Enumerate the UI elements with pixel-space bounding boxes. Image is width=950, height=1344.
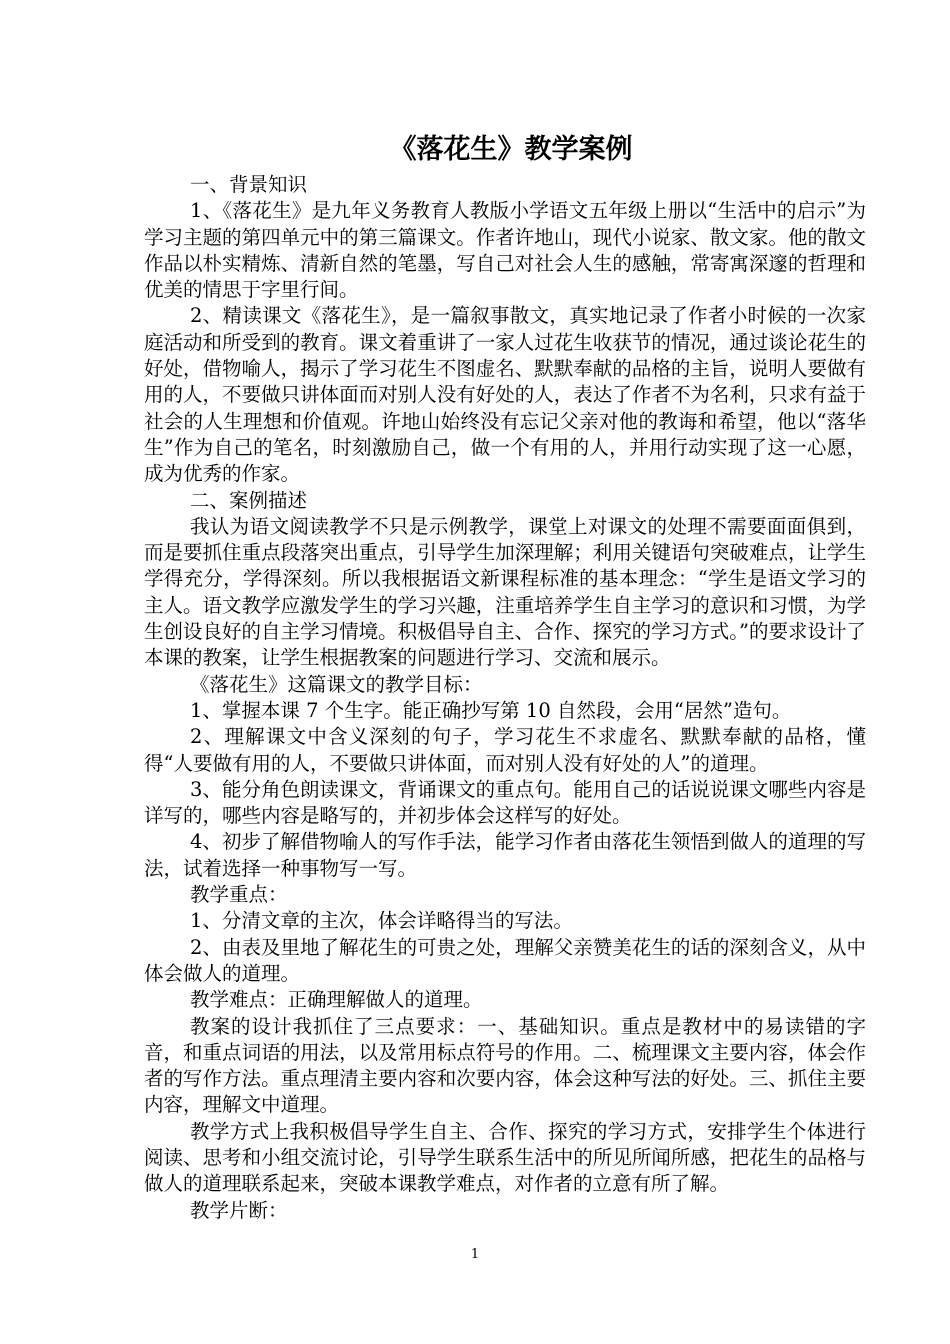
document-title: 《落花生》教学案例 xyxy=(389,134,633,165)
paragraph: 1、掌握本课 7 个生字。能正确抄写第 10 自然段，会用“居然”造句。 xyxy=(190,698,792,722)
paragraph: 教案的设计我抓住了三点要求：一、基础知识。重点是教材中的易读错的字音，和重点词语的用法，以及常用标点符号的作用。二、梳理课文主要内容，体会作者的写作方法。重点理清主要内容和次要内容，体会这种写法的好处。三、抓住主要内容，理解文中道理。 xyxy=(144,1014,866,1117)
paragraph: 1、分清文章的主次，体会详略得当的写法。 xyxy=(190,909,573,933)
paragraph: 教学难点：正确理解做人的道理。 xyxy=(190,988,483,1012)
paragraph: 4、初步了解借物喻人的写作手法，能学习作者由落花生领悟到做人的道理的写法，试着选择一种事物写一写。 xyxy=(144,830,866,880)
paragraph: 2、由表及里地了解花生的可贵之处，理解父亲赞美花生的话的深刻含义，从中体会做人的道理。 xyxy=(144,935,866,985)
paragraph: 教学片断： xyxy=(190,1198,288,1222)
paragraph: 3、能分角色朗读课文，背诵课文的重点句。能用自己的话说说课文哪些内容是详写的，哪些内容是略写的，并初步体会这样写的好处。 xyxy=(144,777,866,828)
document-body xyxy=(144,128,866,1224)
heading-background: 一、背景知识 xyxy=(190,173,308,196)
page-number: 1 xyxy=(470,1247,480,1262)
paragraph: 2、理解课文中含义深刻的句子，学习花生不求虚名、默默奉献的品格，懂得“人要做有用的人，不要做只讲体面，而对别人没有好处的人”的道理。 xyxy=(144,725,866,775)
heading-case-description: 二、案例描述 xyxy=(190,488,308,512)
paragraph: 1、《落花生》是九年义务教育人教版小学语文五年级上册以“生活中的启示”为学习主题的第四单元中的第三篇课文。作者许地山，现代小说家、散文家。他的散文作品以朴实精炼、清新自然的笔墨，写自己对社会人生的感触，常寄寓深邃的哲理和优美的情思于字里行间。 xyxy=(144,199,866,302)
paragraph: 2、精读课文《落花生》，是一篇叙事散文，真实地记录了作者小时候的一次家庭活动和所受到的教育。课文着重讲了一家人过花生收获节的情况，通过谈论花生的好处，借物喻人，揭示了学习花生不图虚名、默默奉献的品格的主旨，说明人要做有用的人，不要做只讲体面而对别人没有好处的人，表达了作者不为名利，只求有益于社会的人生理想和价值观。许地山始终没有忘记父亲对他的教诲和希望，他以“落华生”作为自己的笔名，时刻激励自己，做一个有用的人，并用行动实现了这一心愿，成为优秀的作家。 xyxy=(144,304,866,486)
paragraph: 教学重点： xyxy=(190,883,288,907)
paragraph: 《落花生》这篇课文的教学目标： xyxy=(190,672,483,696)
paragraph: 我认为语文阅读教学不只是示例教学，课堂上对课文的处理不需要面面俱到，而是要抓住重点段落突出重点，引导学生加深理解；利用关键语句突破难点，让学生学得充分，学得深刻。所以我根据语文新课程标准的基本理念：“学生是语文学习的主人。语文教学应激发学生的学习兴趣，注重培养学生自主学习的意识和习惯，为学生创设良好的自主学习情境。积极倡导自主、合作、探究的学习方式。”的要求设计了本课的教案，让学生根据教案的问题进行学习、交流和展示。 xyxy=(144,514,866,670)
paragraph: 教学方式上我积极倡导学生自主、合作、探究的学习方式，安排学生个体进行阅读、思考和小组交流讨论，引导学生联系生活中的所见所闻所感，把花生的品格与做人的道理联系起来，突破本课教学难点，对作者的立意有所了解。 xyxy=(144,1119,866,1196)
